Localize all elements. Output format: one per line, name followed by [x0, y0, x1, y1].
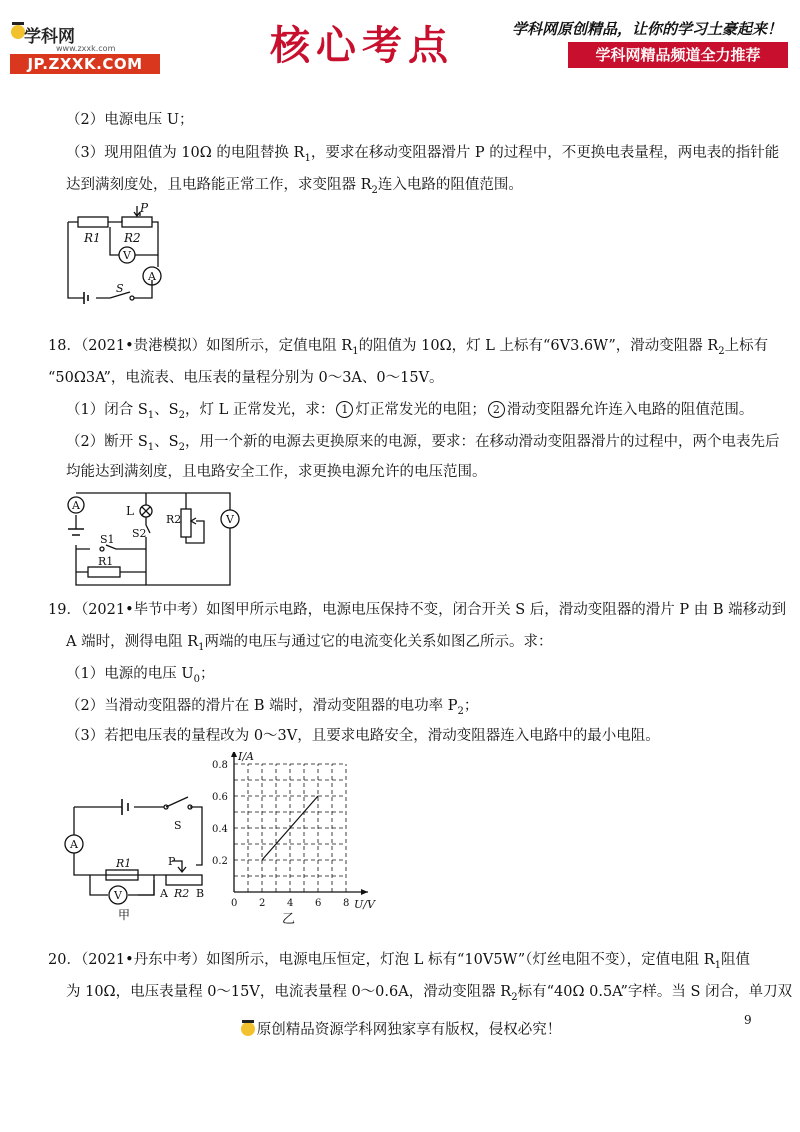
q18-label-l: L	[126, 504, 134, 518]
q17-label-v: V	[123, 249, 131, 262]
q17-part3-line2: 达到满刻度处，且电路能正常工作，求变阻器 $R_2$连入电路的阻值范围。	[66, 177, 523, 196]
q19-l2-a: A 端时，测得电阻 R	[66, 634, 199, 650]
header-slogan: 学科网原创精品，让你的学习土豪起来！	[512, 20, 783, 38]
q19-p1-end: ；	[199, 666, 215, 682]
q19-part3: （3）若把电压表的量程改为 0～3V，且要求电路安全，滑动变阻器连入电路中的最小电阻。	[66, 728, 660, 744]
q19-part1	[66, 664, 214, 690]
q19-iu-chart	[210, 752, 380, 932]
q17-part2: （2）电源电压 U；	[66, 112, 194, 128]
q18-l3-d: 灯正常发光的电阻；	[355, 402, 486, 418]
logo-url: JP.ZXXK.COM	[10, 54, 160, 74]
x-tick-label: 0	[231, 898, 238, 909]
q19-p2: （2）当滑动变阻器的滑片在 B 端时，滑动变阻器的电功率 P	[66, 698, 458, 714]
x-axis-label: U/V	[354, 898, 375, 911]
q17-p3-b: ，要求在移动变阻器滑片 P 的过程中，不更换电表量程，两电表的指针能	[310, 145, 780, 161]
q19-label-b: B	[196, 887, 205, 900]
x-tick-label: 8	[343, 898, 350, 909]
q18-l3-a: （1）闭合 S	[66, 402, 148, 418]
q18-l3-e: 滑动变阻器允许连入电路的阻值范围。	[506, 402, 754, 418]
x-tick-label: 2	[259, 898, 266, 909]
q18-l3-b: 、S	[154, 402, 179, 418]
y-tick-label: 0.6	[212, 792, 228, 803]
mascot-icon	[239, 1018, 257, 1038]
q17-label-r1: R1	[84, 231, 101, 245]
q20-line2: 为 10Ω，电压表量程 0～15V，电流表量程 0～0.6A，滑动变阻器 $R_2$标有“40Ω 0.5A”字样。当 S 闭合，单刀双	[66, 984, 793, 1003]
q20-l2-a: 为 10Ω，电压表量程 0～15V，电流表量程 0～0.6A，滑动变阻器 R	[66, 984, 512, 1000]
q19-label-a-end: A	[160, 887, 168, 900]
q19-p2-sub: 2	[457, 705, 464, 717]
q19-label-p: P	[168, 855, 176, 868]
page-number: 9	[744, 1013, 752, 1027]
q18-label-r2: R2	[166, 513, 182, 526]
q20-l1-a: 20．（2021•丹东中考）如图所示，电源电压恒定，灯泡 L 标有“10V5W”（灯丝电阻不变），定值电阻 R	[48, 952, 715, 968]
copyright-footer	[0, 1018, 800, 1039]
q19-l2-b: 两端的电压与通过它的电流变化关系如图乙所示。求：	[204, 634, 553, 650]
q18-line2: “50Ω3A”，电流表、电压表的量程分别为 0～3A、0～15V。	[48, 370, 444, 386]
q19-circuit-diagram-jia	[62, 795, 212, 925]
q18-circuit-diagram	[60, 485, 240, 590]
logo-sub: www.zxxk.com	[56, 44, 116, 53]
y-tick-label: 0.8	[212, 760, 228, 771]
q17-p3-a: （3）现用阻值为 10Ω 的电阻替换 R	[66, 145, 305, 161]
logo-name: 学科网	[24, 27, 75, 47]
x-tick-label: 6	[315, 898, 322, 909]
footer-text: 原创精品资源学科网独家享有版权，侵权必究！	[256, 1022, 562, 1038]
q17-part3: （3）现用阻值为 10Ω 的电阻替换 $R_1$，要求在移动变阻器滑片 P 的过程中，不更换电表量程，两电表的指针能	[66, 145, 780, 164]
q17-label-p: P	[140, 201, 149, 215]
q18-part1: （1）闭合 $S_1$、$S_2$，灯 L 正常发光，求： 1 灯正常发光的电阻； 2 滑动变阻器允许连入电路的阻值范围。	[66, 402, 754, 421]
x-axis-arrow	[361, 889, 368, 895]
q17-label-r2: R2	[124, 231, 141, 245]
q19-label-r1: R1	[116, 857, 132, 870]
q17-label-a: A	[148, 270, 156, 283]
q19-label-v: V	[114, 889, 122, 902]
q18-l3-c: ，灯 L 正常发光，求：	[184, 402, 335, 418]
circled-number-1: 1	[336, 401, 353, 418]
q19-line2: A 端时，测得电阻 $R_1$两端的电压与通过它的电流变化关系如图乙所示。求：	[66, 634, 553, 653]
header-band: 学科网精品频道全力推荐	[568, 42, 788, 68]
q19-label-a: A	[70, 838, 78, 851]
q19-label-r2: R2	[174, 887, 190, 900]
q18-part2: （2）断开 $S_1$、$S_2$，用一个新的电源去更换原来的电源，要求：在移动滑动变阻器滑片的过程中，两个电表先后	[66, 434, 780, 453]
q17-p3-l2b: 连入电路的阻值范围。	[377, 177, 523, 193]
q20-l1-b: 阻值	[721, 952, 751, 968]
y-axis-arrow	[231, 752, 237, 757]
q18-line1: 18．（2021•贵港模拟）如图所示，定值电阻 $R_1$的阻值为 10Ω，灯 L 上标有“6V3.6W”，滑动变阻器 $R_2$上标有	[48, 338, 769, 357]
x-tick-label: 4	[287, 898, 294, 909]
q18-l4-a: （2）断开 S	[66, 434, 148, 450]
q18-l1-b: 的阻值为 10Ω，灯 L 上标有“6V3.6W”，滑动变阻器 R	[358, 338, 719, 354]
q18-part2-line2: 均能达到满刻度，且电路安全工作，求更换电源允许的电压范围。	[66, 464, 487, 480]
q17-p3-l2a: 达到满刻度处，且电路能正常工作，求变阻器 R	[66, 177, 372, 193]
q18-l1-c: 上标有	[724, 338, 769, 354]
q20-l2-b: 标有“40Ω 0.5A”字样。当 S 闭合，单刀双	[517, 984, 793, 1000]
y-axis-label: I/A	[238, 752, 254, 763]
q19-caption-jia: 甲	[118, 908, 131, 922]
q18-l1-a: 18．（2021•贵港模拟）如图所示，定值电阻 R	[48, 338, 353, 354]
q19-part2	[66, 696, 478, 722]
q19-p1: （1）电源的电压 U	[66, 666, 194, 682]
q18-l4-b: 、S	[154, 434, 179, 450]
q19-p1-sub: 0	[193, 673, 200, 685]
q18-label-s2: S2	[132, 527, 147, 540]
q19-line1: 19．（2021•毕节中考）如图甲所示电路，电源电压保持不变，闭合开关 S 后，滑动变阻器的滑片 P 由 B 端移动到	[48, 602, 787, 618]
page-title: 核心考点	[270, 22, 454, 69]
y-tick-label: 0.2	[212, 856, 228, 867]
circled-number-2: 2	[488, 401, 505, 418]
q20-line1: 20．（2021•丹东中考）如图所示，电源电压恒定，灯泡 L 标有“10V5W”（灯丝电阻不变），定值电阻 $R_1$阻值	[48, 952, 751, 971]
q19-label-s: S	[174, 819, 182, 832]
q17-circuit-diagram	[60, 200, 170, 305]
q18-l4-c: ，用一个新的电源去更换原来的电源，要求：在移动滑动变阻器滑片的过程中，两个电表先后	[184, 434, 780, 450]
q19-p2-end: ；	[463, 698, 479, 714]
q18-label-s1: S1	[100, 533, 115, 546]
q18-label-v: V	[226, 513, 234, 526]
q19-caption-yi: 乙	[282, 912, 296, 927]
q17-label-s: S	[116, 282, 124, 295]
y-tick-label: 0.4	[212, 824, 228, 835]
q18-label-a: A	[72, 499, 80, 512]
q18-label-r1: R1	[98, 555, 114, 568]
site-logo	[10, 20, 160, 76]
